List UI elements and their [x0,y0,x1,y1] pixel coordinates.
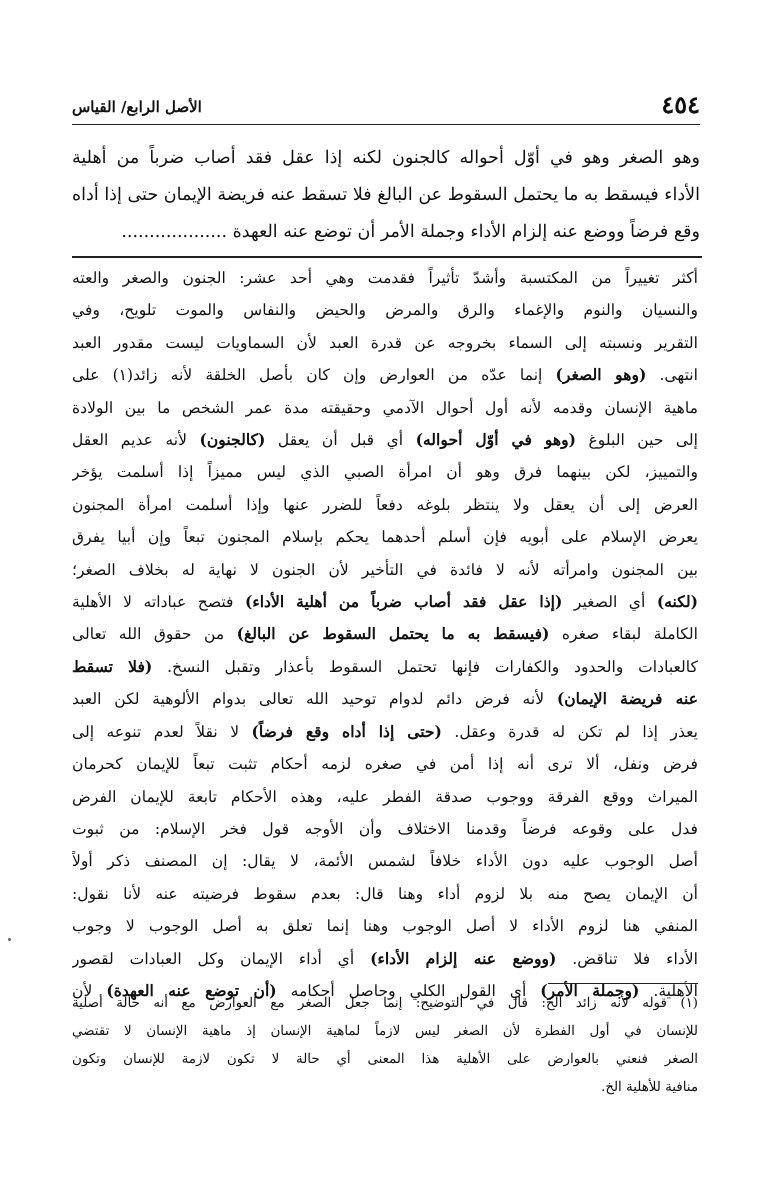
commentary-line [72,813,698,845]
commentary-segment: لأن [72,981,107,1000]
commentary-segment: الأهلية. [639,981,698,1000]
commentary-segment: التقرير ونسبته إلى السماء بخروجه عن قدرة العبد لأن السماويات ليست مقدور العبد [72,333,698,352]
commentary-line [72,845,698,877]
commentary-line [72,392,698,424]
commentary-segment: لأنه فرض دائم لدوام توحيد الله تعالى بدوام الألوهية لكن العبد [72,690,557,709]
commentary-segment: ماهية الإنسان وقدمه لأنه أول أحوال الآدمي وحقيقته مدة عمر الشخص ما بين الولادة [72,398,698,417]
quoted-matn-phrase: (وجملة الأمر) [540,980,640,1000]
commentary-line [72,618,698,650]
commentary-line [72,294,698,326]
commentary-segment: لأنه عديم العقل [72,431,200,450]
main-text-line: وهو الصغر وهو في أوّل أحواله كالجنون لكنه إذا عقل فقد أصاب ضرباً من أهلية [72,148,700,168]
quoted-matn-phrase: (كالجنون) [199,430,266,450]
quoted-matn-phrase: (أن توضع عنه العهدة) [106,980,277,1000]
commentary-segment: من حقوق الله تعالى [72,625,237,644]
commentary-segment: المنفي هنا لزوم الأداء لا أصل الوجوب وهنا إنما تعلق به أصل الوجوب لا وجوب [72,917,698,936]
footnote-line: للإنسان في أول الفطرة لأن الصغر ليس لازماً لماهية الإنسان إذ ماهية الإنسان لا تقتضي [72,1024,698,1039]
main-text-line: وقع فرضاً ووضع عنه إلزام الأداء وجملة الأمر أن توضع عنه العهدة ................... [121,222,700,242]
commentary-line [72,554,698,586]
commentary-line [72,910,698,942]
page-header [72,88,700,125]
commentary-segment: الكاملة لبقاء صغره [549,625,698,644]
commentary-line [72,456,698,488]
commentary-segment: لا نقلاً لعدم تنوعه إلى [72,722,252,741]
commentary-segment: والتمييز، لكن بينهما فرق وهو أن امرأة الصبي الذي ليس مميزاً إذا أسلمت يؤخر [72,463,698,482]
commentary-line [72,716,698,748]
quoted-matn-phrase: (ووضع عنه إلزام الأداء) [370,948,557,968]
commentary-segment: الأداء فلا تناقض. [556,949,698,968]
quoted-matn-phrase: (حتى إذا أداه وقع فرضاً) [251,721,442,741]
footnote-line: (١) قوله لأنه زائد الخ: قال في التوضيح: إنما جعل الصغر مع العوارض مع أنه حالة أصلية [72,996,698,1011]
quoted-matn-phrase: (لكنه) [656,592,698,612]
commentary-line [72,521,698,553]
commentary-segment: فرض ونفل، ألا ترى أنه إذا أمن في صغره لزمه أحكام تثبت تبعاً للإيمان كحرمان [72,755,698,774]
quoted-matn-phrase: (فلا تسقط [72,656,153,676]
commentary-segment: أي القول الكلي وحاصل أحكامه [276,981,541,1000]
commentary-line [72,683,698,715]
commentary-line [72,651,698,683]
commentary-line [72,781,698,813]
page-number: ٤٥٤ [661,90,700,119]
main-text-divider [72,256,702,258]
commentary-segment: انتهى. [646,366,698,385]
commentary-segment: أصل الوجوب عليه دون الأداء خلافاً لشمس الأئمة، لا يقال: إن المصنف ذكر أولاً [72,852,698,871]
commentary-line [72,424,698,456]
commentary-line [72,748,698,780]
commentary-segment: أي أداء الإيمان وكل العبادات لقصور [72,949,371,968]
commentary-line [72,489,698,521]
margin-mark [8,938,11,941]
footnote-line: الصغر فنعني بالعوارض على الأهلية هذا المعنى أي حالة لا تكون لازمة للإنسان وتكون [72,1052,698,1067]
quoted-matn-phrase: (وهو الصغر) [555,365,647,385]
commentary-segment: يعرض الإسلام على أبويه فإن أسلم أحدهما يحكم بإسلام المجنون تبعاً وإن أبيا يفرق [72,528,698,547]
commentary-segment: أي قبل أن يعقل [265,431,416,450]
commentary-segment: فتصح عباداته لا الأهلية [72,593,245,612]
commentary-segment: بين المجنون وامرأته لأنه لا فائدة في التأخير لأن الجنون لا نهاية له بخلاف الصغر؛ [72,560,698,579]
commentary-text [72,262,698,1007]
commentary-segment: العرض إلى أن يعقل ولا ينتظر بلوغه دفعاً للضرر عنها وإذا أسلمت امرأة المجنون [72,495,698,514]
main-text-line: الأداء فيسقط به ما يحتمل السقوط عن البالغ فلا تسقط عنه فريضة الإيمان حتى إذا أداه [72,185,700,205]
quoted-matn-phrase: عنه فريضة الإيمان) [556,689,698,709]
commentary-segment: يعذر إذا لم تكن له قدرة وعقل. [441,722,698,741]
commentary-segment: كالعبادات والحدود والكفارات فإنها تحتمل السقوط بأعذار وتقبل النسخ. [152,657,698,676]
commentary-line [72,327,698,359]
commentary-segment: أكثر تغييراً من المكتسبة وأشدّ تأثيراً فقدمت وهي أحد عشر: الجنون والصغر والعته [72,269,698,287]
commentary-segment: إنما عدّه من العوارض وإن كان بأصل الخلقة لأنه زائد(١) على [72,366,556,385]
commentary-line [72,262,698,294]
commentary-segment: أي الصغير [562,593,657,612]
commentary-line [72,586,698,618]
commentary-segment: إلى حين البلوغ [576,431,698,450]
commentary-segment: أن الإيمان يصح منه بلا لزوم أداء وهنا قال: بعدم سقوط فرضيته عنه لأنا نقول: [72,884,698,903]
main-text [72,140,700,251]
footnote-line: منافية للأهلية الخ. [601,1080,698,1095]
quoted-matn-phrase: (فيسقط به ما يحتمل السقوط عن البالغ) [236,624,550,644]
quoted-matn-phrase: (إذا عقل فقد أصاب ضرباً من أهلية الأداء) [245,592,563,612]
commentary-line [72,943,698,975]
footnote [72,990,698,1102]
commentary-line [72,878,698,910]
commentary-segment: والنسيان والنوم والإغماء والرق والمرض والحيض والنفاس والموت تلويح، وفي [72,301,698,320]
commentary-segment: الميراث ووقع الفرقة ووجوب صدقة الفطر عليه، وهذه الأحكام تابعة للإيمان الفرض [72,787,698,806]
commentary-line [72,359,698,391]
running-title: الأصل الرابع/ القياس [72,98,202,116]
quoted-matn-phrase: (وهو في أوّل أحواله) [415,430,577,450]
footnote-divider [548,983,698,984]
commentary-segment: فدل على وقوعه فرضاً وقدمنا الاختلاف وأن الأوجه قول فخر الإسلام: من ثبوت [72,819,698,838]
